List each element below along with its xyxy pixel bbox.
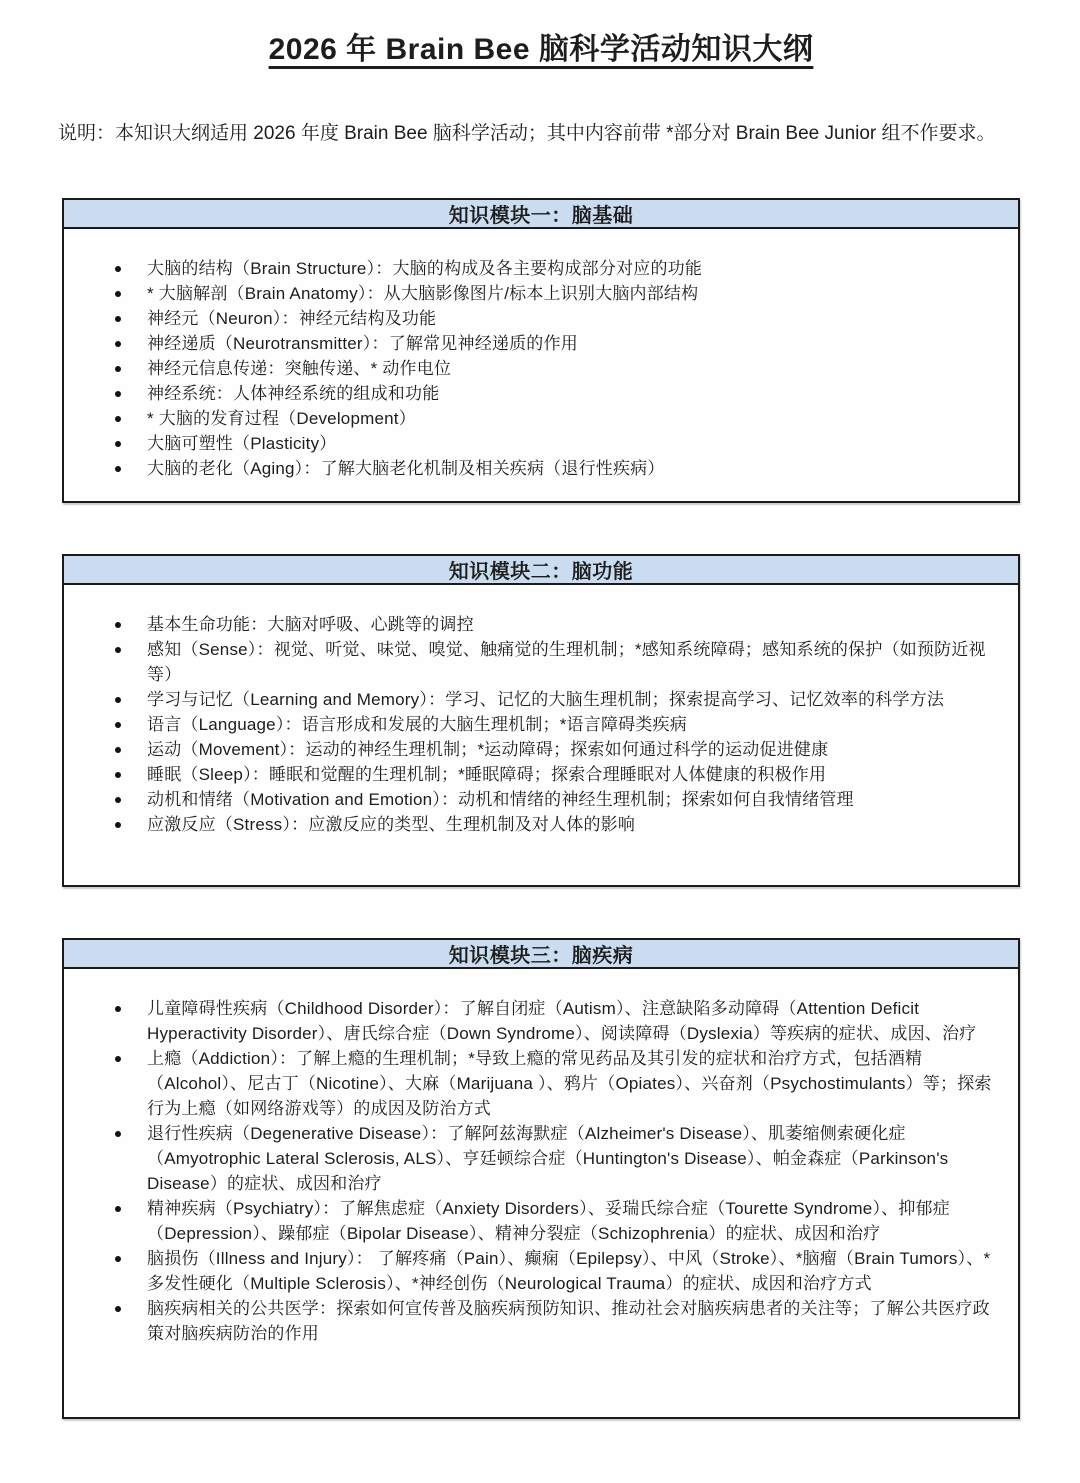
module-header-label: 知识模块一：脑基础 bbox=[448, 205, 634, 227]
module-header-label: 知识模块三：脑疾病 bbox=[448, 945, 634, 967]
module-header-label: 知识模块二：脑功能 bbox=[448, 561, 634, 583]
list-item: 精神疾病（Psychiatry）：了解焦虑症（Anxiety Disorders）、妥瑞氏综合症（Tourette Syndrome）、抑郁症（Depression）、躁郁症（Bipolar Disease）、精神分裂症（Schizophrenia）的症状、成因和治疗 bbox=[112, 1196, 996, 1246]
list-item: 退行性疾病（Degenerative Disease）：了解阿兹海默症（Alzheimer's Disease）、肌萎缩侧索硬化症（Amyotrophic Lateral Sclerosis, ALS）、亨廷顿综合症（Huntington's Disease）、帕金森症（Parkinson's Disease）的症状、成因和治疗 bbox=[112, 1121, 996, 1196]
list-item: 神经系统：人体神经系统的组成和功能 bbox=[112, 381, 996, 406]
list-item: 神经递质（Neurotransmitter）：了解常见神经递质的作用 bbox=[112, 331, 996, 356]
list-item: 神经元信息传递：突触传递、* 动作电位 bbox=[112, 356, 996, 381]
list-item: * 大脑的发育过程（Development） bbox=[112, 406, 996, 431]
module-body bbox=[62, 229, 1020, 503]
module-header bbox=[62, 938, 1020, 969]
list-item: 基本生命功能：大脑对呼吸、心跳等的调控 bbox=[112, 612, 996, 637]
intro-note: 说明：本知识大纲适用 2026 年度 Brain Bee 脑科学活动；其中内容前带 *部分对 Brain Bee Junior 组不作要求。 bbox=[58, 123, 996, 144]
list-item: 运动（Movement）：运动的神经生理机制；*运动障碍；探索如何通过科学的运动促进健康 bbox=[112, 737, 996, 762]
list-item: 感知（Sense）：视觉、听觉、味觉、嗅觉、触痛觉的生理机制；*感知系统障碍；感知系统的保护（如预防近视等） bbox=[112, 637, 996, 687]
list-item: 大脑的老化（Aging）：了解大脑老化机制及相关疾病（退行性疾病） bbox=[112, 456, 996, 481]
module-box bbox=[62, 198, 1020, 503]
module-header bbox=[62, 554, 1020, 585]
list-item: 神经元（Neuron）：神经元结构及功能 bbox=[112, 306, 996, 331]
module-list bbox=[112, 612, 996, 837]
modules bbox=[62, 198, 1020, 1419]
list-item: 动机和情绪（Motivation and Emotion）：动机和情绪的神经生理机制；探索如何自我情绪管理 bbox=[112, 787, 996, 812]
list-item: 大脑可塑性（Plasticity） bbox=[112, 431, 996, 456]
list-item: 大脑的结构（Brain Structure）：大脑的构成及各主要构成部分对应的功能 bbox=[112, 256, 996, 281]
list-item: 脑损伤（Illness and Injury）： 了解疼痛（Pain）、癫痫（Epilepsy）、中风（Stroke）、*脑瘤（Brain Tumors）、*多发性硬化（Multiple Sclerosis）、*神经创伤（Neurological Trauma）的症状、成因和治疗方式 bbox=[112, 1246, 996, 1296]
list-item: 睡眠（Sleep）：睡眠和觉醒的生理机制；*睡眠障碍；探索合理睡眠对人体健康的积极作用 bbox=[112, 762, 996, 787]
module-list bbox=[112, 256, 996, 481]
module-box bbox=[62, 938, 1020, 1419]
list-item: 学习与记忆（Learning and Memory）：学习、记忆的大脑生理机制；探索提高学习、记忆效率的科学方法 bbox=[112, 687, 996, 712]
list-item: 语言（Language）：语言形成和发展的大脑生理机制；*语言障碍类疾病 bbox=[112, 712, 996, 737]
module-box bbox=[62, 554, 1020, 887]
page-title: 2026 年 Brain Bee 脑科学活动知识大纲 bbox=[268, 33, 814, 66]
module-header bbox=[62, 198, 1020, 229]
module-body bbox=[62, 969, 1020, 1419]
module-body bbox=[62, 585, 1020, 887]
list-item: * 大脑解剖（Brain Anatomy）：从大脑影像图片/标本上识别大脑内部结构 bbox=[112, 281, 996, 306]
list-item: 儿童障碍性疾病（Childhood Disorder）：了解自闭症（Autism）、注意缺陷多动障碍（Attention Deficit Hyperactivity Disorder）、唐氏综合症（Down Syndrome）、阅读障碍（Dyslexia）等疾病的症状、成因、治疗 bbox=[112, 996, 996, 1046]
list-item: 上瘾（Addiction）：了解上瘾的生理机制；*导致上瘾的常见药品及其引发的症状和治疗方式，包括酒精（Alcohol）、尼古丁（Nicotine）、大麻（Marijuana ）、鸦片（Opiates）、兴奋剂（Psychostimulants）等；探索行为上瘾（如网络游戏等）的成因及防治方式 bbox=[112, 1046, 996, 1121]
list-item: 脑疾病相关的公共医学：探索如何宣传普及脑疾病预防知识、推动社会对脑疾病患者的关注等；了解公共医疗政策对脑疾病防治的作用 bbox=[112, 1296, 996, 1346]
module-list bbox=[112, 996, 996, 1346]
list-item: 应激反应（Stress）：应激反应的类型、生理机制及对人体的影响 bbox=[112, 812, 996, 837]
